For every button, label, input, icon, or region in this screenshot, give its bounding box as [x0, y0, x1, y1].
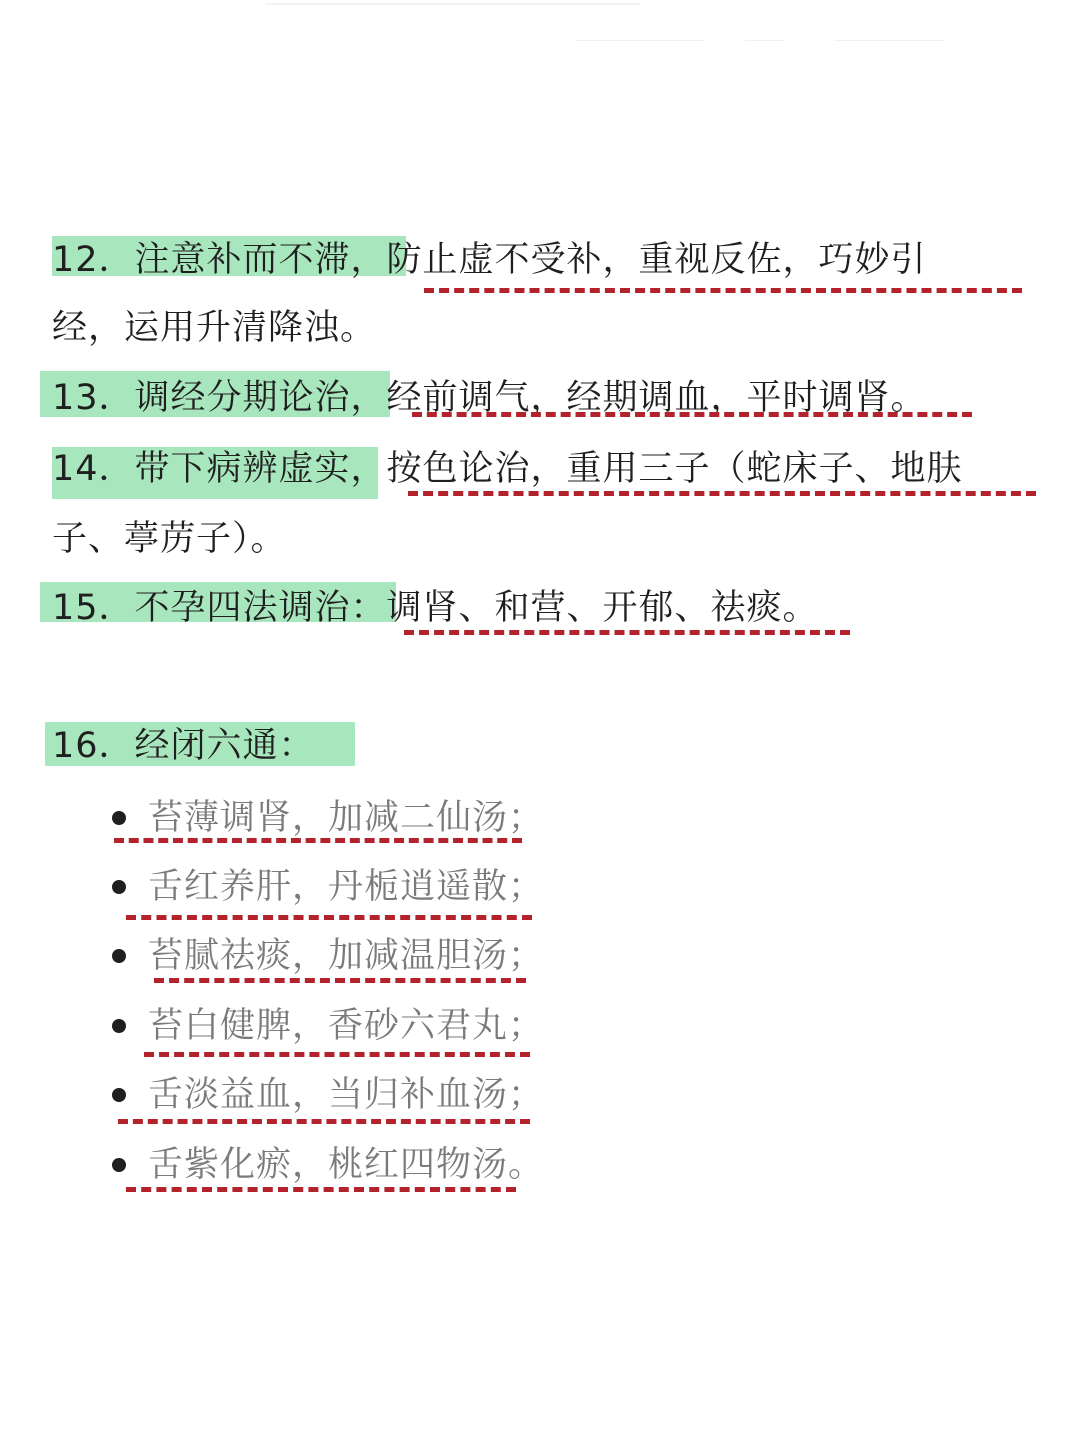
- item-14-body: ，按色论治，重用三子（蛇床子、地肤: [350, 449, 963, 489]
- top-divider: [745, 40, 785, 41]
- list-item-underline: [118, 1119, 530, 1124]
- item-16-heading: 16．经闭六通：: [52, 726, 315, 766]
- item-14-line-1: [52, 445, 963, 505]
- list-item-text: 舌红养肝，丹栀逍遥散；: [148, 867, 545, 907]
- list-item-text: 舌淡益血，当归补血汤；: [148, 1075, 545, 1115]
- item-12-line-1: [52, 236, 927, 296]
- bullet-icon: [112, 880, 126, 894]
- item-13-heading: 13．调经分期论治，: [52, 378, 387, 418]
- item-15-line: [40, 584, 819, 644]
- item-15-heading: 15．不孕四法调治：: [52, 588, 387, 628]
- item-15-underline: [404, 630, 850, 635]
- list-item-underline: [154, 978, 526, 983]
- bullet-icon: [112, 1158, 126, 1172]
- item-13-line: [40, 374, 927, 434]
- bullet-icon: [112, 1088, 126, 1102]
- item-12-heading: 12．注意补而不滞，: [52, 240, 387, 280]
- top-divider: [265, 3, 640, 5]
- list-item-text: 苔腻祛痰，加减温胆汤；: [148, 936, 545, 976]
- item-15-body: 调肾、和营、开郁、祛痰。: [386, 588, 819, 628]
- top-divider: [575, 40, 705, 41]
- bullet-icon: [112, 811, 126, 825]
- bullet-icon: [112, 949, 126, 963]
- list-item-underline: [126, 915, 532, 920]
- item-12-line-2: [52, 304, 376, 364]
- item-12-body: 防止虚不受补，重视反佐，巧妙引: [386, 240, 927, 280]
- item-14-heading: 14．带下病辨虚实: [52, 449, 351, 489]
- item-12-underline: [424, 288, 1022, 293]
- list-item-underline: [144, 1052, 530, 1057]
- list-item-underline: [126, 1187, 516, 1192]
- list-item-underline: [114, 838, 522, 843]
- item-14-underline: [408, 491, 1036, 496]
- list-item-text: 苔白健脾，香砂六君丸；: [148, 1006, 545, 1046]
- item-14-continuation: 子、葶苈子）。: [52, 519, 287, 559]
- item-12-continuation: 经，运用升清降浊。: [52, 308, 377, 348]
- list-item-text: 苔薄调肾，加减二仙汤；: [148, 798, 545, 838]
- item-14-line-2: [52, 515, 287, 575]
- top-divider: [835, 40, 945, 41]
- bullet-icon: [112, 1019, 126, 1033]
- list-item-text: 舌紫化瘀，桃红四物汤。: [148, 1145, 545, 1185]
- item-16-line: [45, 722, 315, 782]
- item-13-body: 经前调气，经期调血，平时调肾。: [386, 378, 927, 418]
- item-13-underline: [412, 412, 972, 417]
